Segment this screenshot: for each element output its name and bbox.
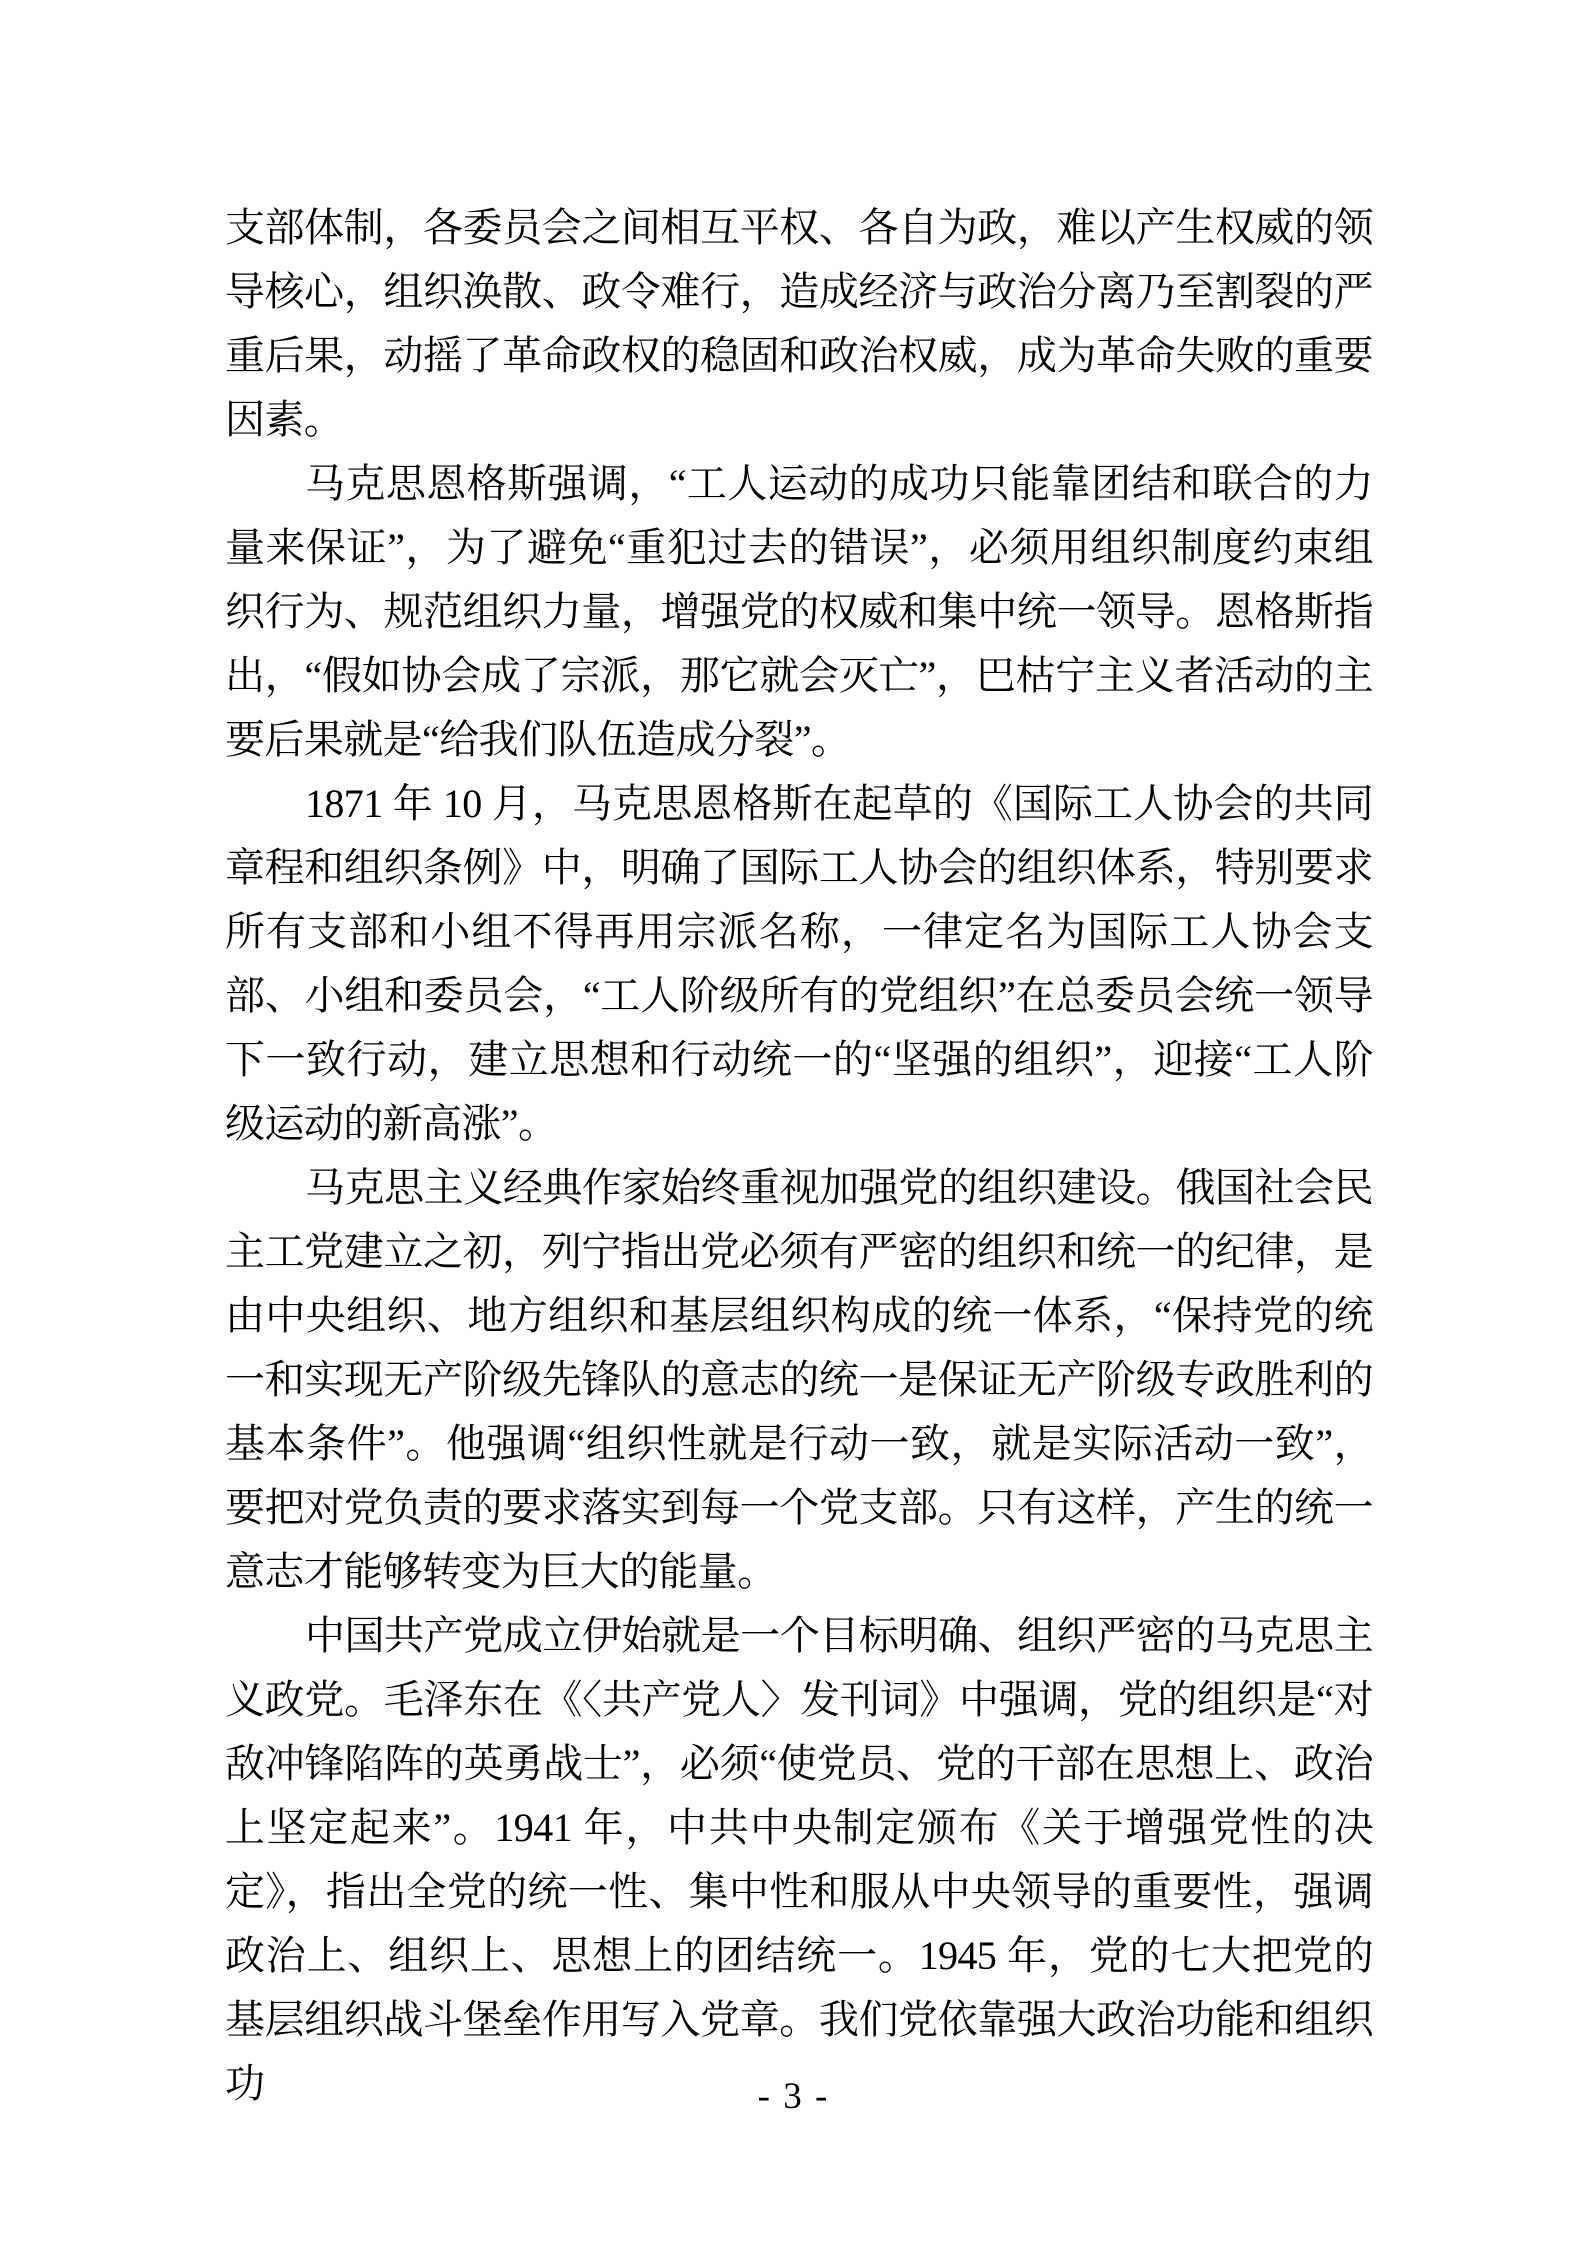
- paragraph-continuation: 支部体制，各委员会之间相互平权、各自为政，难以产生权威的领导核心，组织涣散、政令难行，造成经济与政治分离乃至割裂的严重后果，动摇了革命政权的稳固和政治权威，成为革命失败的重要因素。: [225, 205, 1373, 442]
- paragraph: 1871 年 10 月，马克思恩格斯在起草的《国际工人协会的共同章程和组织条例》中，明确了国际工人协会的组织体系，特别要求所有支部和小组不得再用宗派名称，一律定名为国际工人协会支部、小组和委员会，“工人阶级所有的党组织”在总委员会统一领导下一致行动，建立思想和行动统一的“坚强的组织”，迎接“工人阶级运动的新高涨”。: [225, 781, 1373, 1146]
- paragraph: 中国共产党成立伊始就是一个目标明确、组织严密的马克思主义政党。毛泽东在《〈共产党人〉发刊词》中强调，党的组织是“对敌冲锋陷阵的英勇战士”，必须“使党员、党的干部在思想上、政治上坚定起来”。1941 年，中共中央制定颁布《关于增强党性的决定》，指出全党的统一性、集中性和服从中央领导的重要性，强调政治上、组织上、思想上的团结统一。1945 年，党的七大把党的基层组织战斗堡垒作用写入党章。我们党依靠强大政治功能和组织功: [225, 1613, 1373, 2106]
- document-body: [225, 196, 1373, 2116]
- paragraph: 马克思主义经典作家始终重视加强党的组织建设。俄国社会民主工党建立之初，列宁指出党必须有严密的组织和统一的纪律，是由中央组织、地方组织和基层组织构成的统一体系，“保持党的统一和实现无产阶级先锋队的意志的统一是保证无产阶级专政胜利的基本条件”。他强调“组织性就是行动一致，就是实际活动一致”，要把对党负责的要求落实到每一个党支部。只有这样，产生的统一意志才能够转变为巨大的能量。: [225, 1165, 1373, 1594]
- paragraph: 马克思恩格斯强调，“工人运动的成功只能靠团结和联合的力量来保证”，为了避免“重犯过去的错误”，必须用组织制度约束组织行为、规范组织力量，增强党的权威和集中统一领导。恩格斯指出，“假如协会成了宗派，那它就会灭亡”，巴枯宁主义者活动的主要后果就是“给我们队伍造成分裂”。: [225, 461, 1373, 762]
- page-footer: [0, 2076, 1587, 2118]
- page-number: - 3 -: [757, 2076, 830, 2117]
